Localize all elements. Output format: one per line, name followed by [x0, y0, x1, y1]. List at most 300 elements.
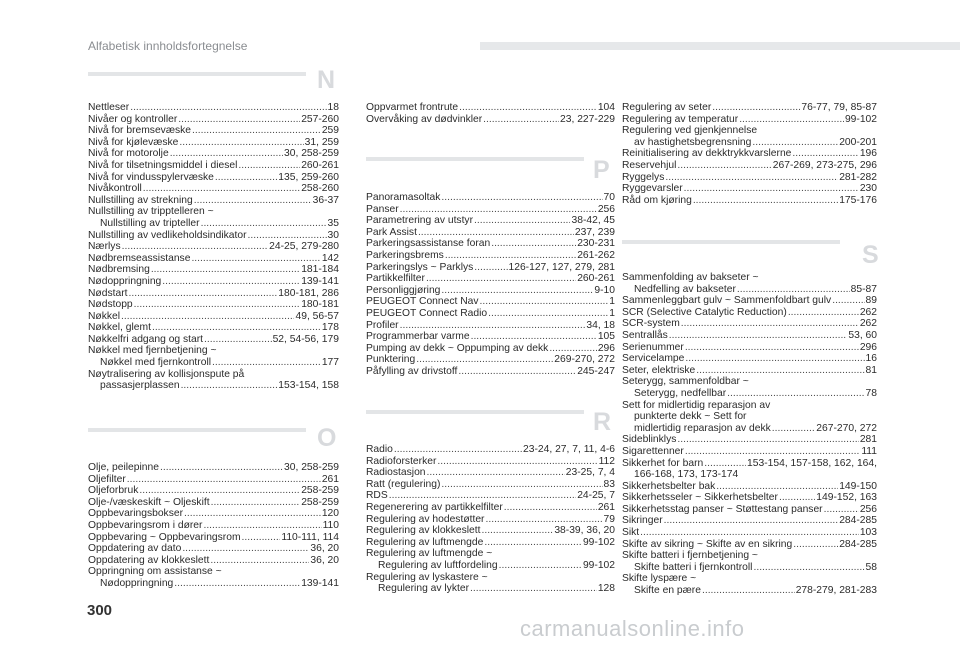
index-entry: [88, 299, 339, 311]
section-letter: O: [317, 424, 337, 452]
entry-page: 30, 258-259: [284, 148, 339, 160]
index-entry: [622, 183, 877, 195]
entry-list: [366, 102, 615, 125]
dot-leader: [470, 583, 597, 595]
dot-leader: [665, 172, 838, 184]
index-entry: [622, 272, 877, 284]
dot-leader: [134, 299, 301, 311]
index-entry: [366, 525, 615, 537]
index-entry: [622, 388, 877, 400]
index-entry: [88, 369, 339, 381]
entry-label: Nullstilling av strekning: [88, 194, 193, 206]
entry-page: 52, 54-56, 179: [272, 333, 339, 345]
dot-leader: [793, 539, 838, 551]
index-entry: [366, 366, 615, 378]
entry-page: 24-25, 279-280: [269, 241, 339, 253]
index-entry: [622, 195, 877, 207]
entry-page: 31, 259: [304, 136, 339, 148]
entry-list: [366, 192, 615, 378]
index-entry: [88, 206, 339, 218]
entry-page: 135, 259-260: [278, 171, 339, 183]
entry-list: [622, 272, 877, 597]
index-entry: [622, 125, 877, 137]
entry-page: 175-176: [839, 194, 877, 206]
index-entry: [88, 253, 339, 265]
entry-page: 258-260: [301, 183, 339, 195]
index-entry: [366, 444, 615, 456]
entry-label: Sikkerhetsstag panser ~ Støttestang panser: [622, 503, 823, 515]
dot-leader: [458, 366, 576, 378]
entry-page: 284-285: [839, 515, 877, 527]
dot-leader: [416, 354, 553, 366]
entry-page: 139-141: [301, 275, 339, 287]
index-entry: [622, 137, 877, 149]
entry-label: Ratt (regulering): [366, 478, 441, 490]
entry-page: 30, 258-259: [284, 462, 339, 473]
entry-label: Oppdatering av klokkeslett: [88, 554, 210, 566]
dot-leader: [664, 515, 839, 527]
dot-leader: [752, 137, 838, 149]
entry-label: Skifte lyspære ~: [622, 573, 697, 585]
index-entry: [622, 172, 877, 184]
entry-page: 89: [865, 295, 877, 307]
entry-label: Nivå for motorolje: [88, 148, 169, 160]
entry-label: Sigarettenner: [622, 445, 684, 457]
dot-leader: [178, 114, 300, 126]
entry-page: 103: [859, 527, 877, 539]
entry-label: Personliggjøring: [366, 284, 441, 296]
dot-leader: [696, 365, 864, 377]
index-entry: [88, 380, 339, 392]
dot-leader: [712, 102, 800, 114]
entry-label: Sentrallås: [622, 329, 668, 341]
entry-list: [88, 102, 339, 392]
entry-page: 111: [861, 445, 877, 457]
entry-page: 278-279, 281-283: [795, 585, 877, 597]
dot-leader: [441, 285, 593, 297]
dot-leader: [152, 322, 321, 334]
entry-label: Nøkkel: [88, 310, 121, 322]
index-entry: [622, 342, 877, 354]
entry-label: Sammenfolding av bakseter ~: [622, 272, 759, 283]
entry-label: Ryggevarsler: [622, 183, 683, 195]
entry-page: 58: [865, 561, 877, 573]
entry-label: Nødoppringning: [88, 275, 162, 287]
index-entry: [88, 102, 339, 114]
entry-label: Overvåking av dødvinkler: [366, 113, 483, 125]
entry-page: 38-42, 45: [571, 215, 615, 227]
entry-page: 99-102: [582, 536, 615, 548]
index-entry: [366, 467, 615, 479]
dot-leader: [122, 241, 269, 253]
dot-leader: [640, 527, 859, 539]
entry-label: SCR-system: [622, 318, 680, 330]
index-entry: [88, 474, 339, 486]
index-entry: [366, 204, 615, 216]
index-entry: [622, 160, 877, 172]
entry-label: Nøytralisering av kollisjonspute på: [88, 368, 245, 380]
dot-leader: [681, 318, 859, 330]
entry-label: Nødstopp: [88, 299, 133, 311]
index-entry: [366, 490, 615, 502]
index-entry: [366, 320, 615, 332]
dot-leader: [669, 330, 848, 342]
entry-list: [88, 462, 339, 590]
entry-page: 35: [327, 217, 339, 229]
dot-leader: [704, 458, 746, 470]
index-entry: [88, 241, 339, 253]
entry-label: Sikt: [622, 527, 640, 539]
dot-leader: [128, 288, 277, 300]
entry-page: 260-261: [577, 273, 615, 285]
entry-label: Regenerering av partikkelfilter: [366, 501, 503, 513]
entry-page: 258-259: [301, 496, 339, 508]
entry-page: 149-152, 163: [816, 492, 877, 504]
entry-label: Nullstilling av tripptelleren ~: [88, 206, 214, 218]
index-entry: [622, 114, 877, 126]
dot-leader: [753, 562, 864, 574]
entry-label: Park Assist: [366, 226, 417, 238]
index-entry: [88, 148, 339, 160]
index-entry: [622, 411, 877, 423]
index-entry: [622, 148, 877, 160]
entry-page: 53, 60: [848, 329, 877, 341]
entry-label: Skifte av sikring ~ Skifte av en sikring: [622, 538, 793, 550]
index-entry: [366, 343, 615, 355]
index-entry: [622, 400, 877, 412]
index-entry: [622, 539, 877, 551]
entry-page: 281-282: [839, 171, 877, 183]
index-entry: [366, 548, 615, 560]
index-entry: [88, 137, 339, 149]
index-entry: [88, 322, 339, 334]
entry-label: Punktering: [366, 354, 416, 366]
entry-page: 49, 56-57: [295, 310, 339, 322]
index-entry: [88, 508, 339, 520]
entry-page: 258-259: [301, 485, 339, 497]
index-entry: [622, 504, 877, 516]
entry-page: 230: [859, 183, 877, 195]
entry-page: 1: [609, 296, 615, 308]
dot-leader: [484, 537, 582, 549]
dot-leader: [121, 311, 294, 323]
dot-leader: [192, 125, 321, 137]
dot-leader: [211, 497, 301, 509]
entry-page: 180-181: [301, 299, 339, 311]
entry-page: 257-260: [301, 113, 339, 125]
entry-label: Nullstilling av tripteller: [100, 217, 200, 229]
entry-label: Sikkerhetsbelter bak: [622, 480, 716, 492]
dot-leader: [685, 353, 864, 365]
entry-page: 256: [859, 503, 877, 515]
index-entry: [622, 458, 877, 470]
index-entry: [88, 532, 339, 544]
entry-label: Sideblinklys: [622, 434, 677, 446]
entry-label: Oppdatering av dato: [88, 543, 182, 555]
entry-label: Nøkkel med fjernbetjening ~: [88, 345, 217, 357]
entry-label: Regulering av lyskastere ~: [366, 571, 488, 583]
dot-leader: [426, 273, 576, 285]
index-entry: [622, 307, 877, 319]
entry-page: 139-141: [301, 577, 339, 589]
entry-page: 18: [327, 102, 339, 113]
header-bar: [480, 42, 960, 50]
dot-leader: [194, 195, 312, 207]
entry-label: Oppbevaringsrom i dører: [88, 519, 203, 531]
entry-page: 181-184: [301, 264, 339, 276]
dot-leader: [684, 183, 859, 195]
entry-page: 70: [603, 192, 615, 203]
entry-label: Sammenleggbart gulv ~ Sammenfoldbart gulv: [622, 295, 832, 307]
entry-page: 120: [321, 508, 339, 520]
entry-page: 269-270, 272: [554, 354, 615, 366]
dot-leader: [474, 262, 507, 274]
entry-label: Reinitialisering av dekktrykkvarslerne: [622, 148, 792, 160]
entry-page: 230-231: [577, 238, 615, 250]
section-letter: N: [317, 66, 336, 94]
entry-label: Regulering av luftfordeling: [378, 559, 498, 571]
section-letter: P: [593, 156, 610, 184]
entry-label: Nødoppringning: [100, 577, 174, 589]
entry-page: 256: [597, 203, 615, 215]
entry-label: Parametrering av utstyr: [366, 215, 474, 227]
dot-leader: [160, 462, 283, 474]
index-entry: [88, 357, 339, 369]
index-entry: [366, 215, 615, 227]
entry-label: Partikkelfilter: [366, 273, 425, 285]
index-entry: [88, 230, 339, 242]
dot-leader: [737, 284, 850, 296]
entry-page: 296: [859, 341, 877, 353]
index-entry: [622, 585, 877, 597]
dot-leader: [677, 434, 858, 446]
entry-page: 36, 20: [310, 554, 339, 566]
dot-leader: [162, 276, 300, 288]
index-entry: [622, 573, 877, 585]
entry-page: 38-39, 36, 20: [554, 525, 615, 537]
entry-page: 99-102: [844, 113, 877, 125]
index-entry: [622, 376, 877, 388]
index-entry: [88, 195, 339, 207]
entry-page: 36, 20: [310, 543, 339, 555]
entry-page: 261: [597, 501, 615, 513]
dot-leader: [739, 114, 844, 126]
entry-label: Servicelampe: [622, 353, 685, 365]
entry-label: Oppringning om assistanse ~: [88, 566, 222, 578]
index-entry: [366, 502, 615, 514]
entry-page: 83: [603, 478, 615, 490]
entry-page: 78: [865, 387, 877, 399]
entry-label: Regulering av klokkeslett: [366, 525, 481, 537]
dot-leader: [400, 320, 586, 332]
index-entry: [366, 273, 615, 285]
index-entry: [88, 218, 339, 230]
dot-leader: [437, 456, 597, 468]
entry-page: 153-154, 157-158, 162, 164,: [747, 457, 877, 469]
dot-leader: [441, 192, 602, 204]
entry-label: Regulering av hodestøtter: [366, 513, 485, 525]
dot-leader: [248, 230, 327, 242]
index-entry: [366, 583, 615, 595]
index-entry: [622, 492, 877, 504]
entry-page: 262: [859, 318, 877, 330]
entry-page: 1: [609, 307, 615, 319]
entry-label: Regulering av seter: [622, 102, 712, 113]
entry-label: Oppvarmet frontrute: [366, 102, 459, 113]
entry-page: 79: [603, 513, 615, 525]
index-entry: [366, 102, 615, 114]
entry-label: Nøkkel med fjernkontroll: [100, 357, 212, 369]
entry-page: 23-24, 27, 7, 11, 4-6: [523, 444, 615, 455]
entry-page: 262: [859, 306, 877, 318]
entry-label: Parkeringsbrems: [366, 249, 444, 261]
entry-label: Oppbevaringsbokser: [88, 508, 184, 520]
index-entry: [622, 295, 877, 307]
entry-page: 200-201: [839, 136, 877, 148]
entry-label: Parkeringsassistanse foran: [366, 238, 491, 250]
entry-label: midlertidig reparasjon av dekk: [634, 422, 771, 434]
dot-leader: [418, 227, 574, 239]
entry-label: Nivå for vindusspylervæske: [88, 171, 214, 183]
entry-page: 23-25, 7, 4: [565, 467, 615, 479]
entry-label: Påfylling av drivstoff: [366, 365, 458, 377]
entry-page: 142: [321, 252, 339, 264]
section-divider: [366, 157, 584, 161]
entry-label: Regulering av temperatur: [622, 113, 739, 125]
dot-leader: [792, 148, 858, 160]
dot-leader: [549, 343, 597, 355]
dot-leader: [481, 525, 553, 537]
dot-leader: [151, 264, 300, 276]
dot-leader: [499, 560, 582, 572]
entry-label: Oppbevaring ~ Oppbevaringsrom: [88, 531, 241, 543]
dot-leader: [485, 514, 602, 526]
dot-leader: [130, 102, 326, 114]
index-entry: [88, 172, 339, 184]
index-entry: [88, 311, 339, 323]
entry-label: Råd om kjøring: [622, 194, 692, 206]
entry-label: SCR (Selective Catalytic Reduction): [622, 306, 787, 318]
entry-label: punkterte dekk ~ Sett for: [634, 411, 747, 423]
index-entry: [88, 345, 339, 357]
dot-leader: [389, 490, 576, 502]
entry-page: 261-262: [577, 249, 615, 261]
index-entry: [622, 330, 877, 342]
index-entry: [366, 296, 615, 308]
dot-leader: [488, 308, 608, 320]
section-divider: [88, 428, 306, 432]
entry-label: Pumping av dekk ~ Oppumping av dekk: [366, 342, 549, 354]
dot-leader: [685, 446, 861, 458]
dot-leader: [242, 532, 281, 544]
entry-label: Seterygg, sammenfoldbar ~: [622, 376, 749, 388]
index-entry: [366, 308, 615, 320]
dot-leader: [400, 204, 597, 216]
entry-label: Skifte en pære: [634, 585, 701, 597]
entry-label: Olje, peilepinne: [88, 462, 159, 473]
index-entry: [88, 578, 339, 590]
entry-page: 110: [322, 519, 339, 531]
dot-leader: [445, 250, 576, 262]
entry-page: 128: [597, 583, 615, 595]
entry-label: Oljeforbruk: [88, 485, 139, 497]
entry-label: Nødstart: [88, 287, 128, 299]
entry-label: Reservehjul: [622, 159, 677, 171]
entry-label: Parkeringslys ~ Parklys: [366, 261, 474, 273]
dot-leader: [727, 388, 864, 400]
dot-leader: [474, 215, 570, 227]
entry-label: Nødbremsing: [88, 264, 150, 276]
index-entry: [366, 354, 615, 366]
index-entry: [366, 479, 615, 491]
entry-label: Regulering av luftmengde: [366, 536, 484, 548]
entry-label: Regulering av luftmengde ~: [366, 548, 493, 560]
dot-leader: [184, 508, 321, 520]
entry-label: Serienummer: [622, 341, 684, 353]
entry-label: Radiostasjon: [366, 467, 426, 479]
entry-page: 259: [321, 125, 339, 137]
entry-list: [366, 444, 615, 595]
entry-label: Nivåer og kontroller: [88, 113, 178, 125]
entry-label: Ryggelys: [622, 171, 665, 183]
index-entry: [88, 183, 339, 195]
entry-page: 112: [598, 455, 615, 467]
index-entry: [366, 456, 615, 468]
dot-leader: [238, 160, 300, 172]
index-entry: [88, 555, 339, 567]
dot-leader: [203, 520, 321, 532]
entry-label: Nivåkontroll: [88, 183, 142, 195]
entry-label: Panser: [366, 203, 399, 215]
dot-leader: [181, 380, 278, 392]
entry-label: Panoramasoltak: [366, 192, 441, 203]
dot-leader: [179, 137, 303, 149]
entry-label: Regulering av lykter: [378, 583, 469, 595]
entry-page: 76-77, 79, 85-87: [801, 102, 877, 113]
entry-label: Olje-/væskeskift ~ Oljeskift: [88, 496, 210, 508]
dot-leader: [191, 253, 320, 265]
dot-leader: [824, 504, 859, 516]
index-entry: [88, 264, 339, 276]
watermark: carmanualsonline.info: [520, 616, 745, 641]
index-entry: [88, 566, 339, 578]
index-entry: [622, 434, 877, 446]
entry-page: 180-181, 286: [278, 287, 339, 299]
entry-label: PEUGEOT Connect Radio: [366, 307, 488, 319]
entry-label: Seter, elektriske: [622, 364, 696, 376]
entry-page: 23, 227-229: [560, 113, 615, 125]
dot-leader: [210, 555, 309, 567]
index-entry: [366, 250, 615, 262]
entry-page: 36-37: [312, 194, 339, 206]
index-entry: [622, 515, 877, 527]
index-entry: [88, 543, 339, 555]
entry-label: Nivå for tilsetningsmiddel i diesel: [88, 159, 238, 171]
entry-page: 110-111, 114: [281, 531, 339, 543]
dot-leader: [471, 331, 597, 343]
dot-leader: [702, 585, 795, 597]
dot-leader: [427, 467, 565, 479]
section-divider: [366, 410, 584, 414]
entry-page: 260-261: [301, 159, 339, 171]
entry-page: 81: [865, 364, 877, 376]
dot-leader: [772, 423, 816, 435]
index-entry: [366, 114, 615, 126]
dot-leader: [685, 342, 859, 354]
dot-leader: [139, 485, 300, 497]
index-entry: [88, 497, 339, 509]
index-entry: [88, 160, 339, 172]
